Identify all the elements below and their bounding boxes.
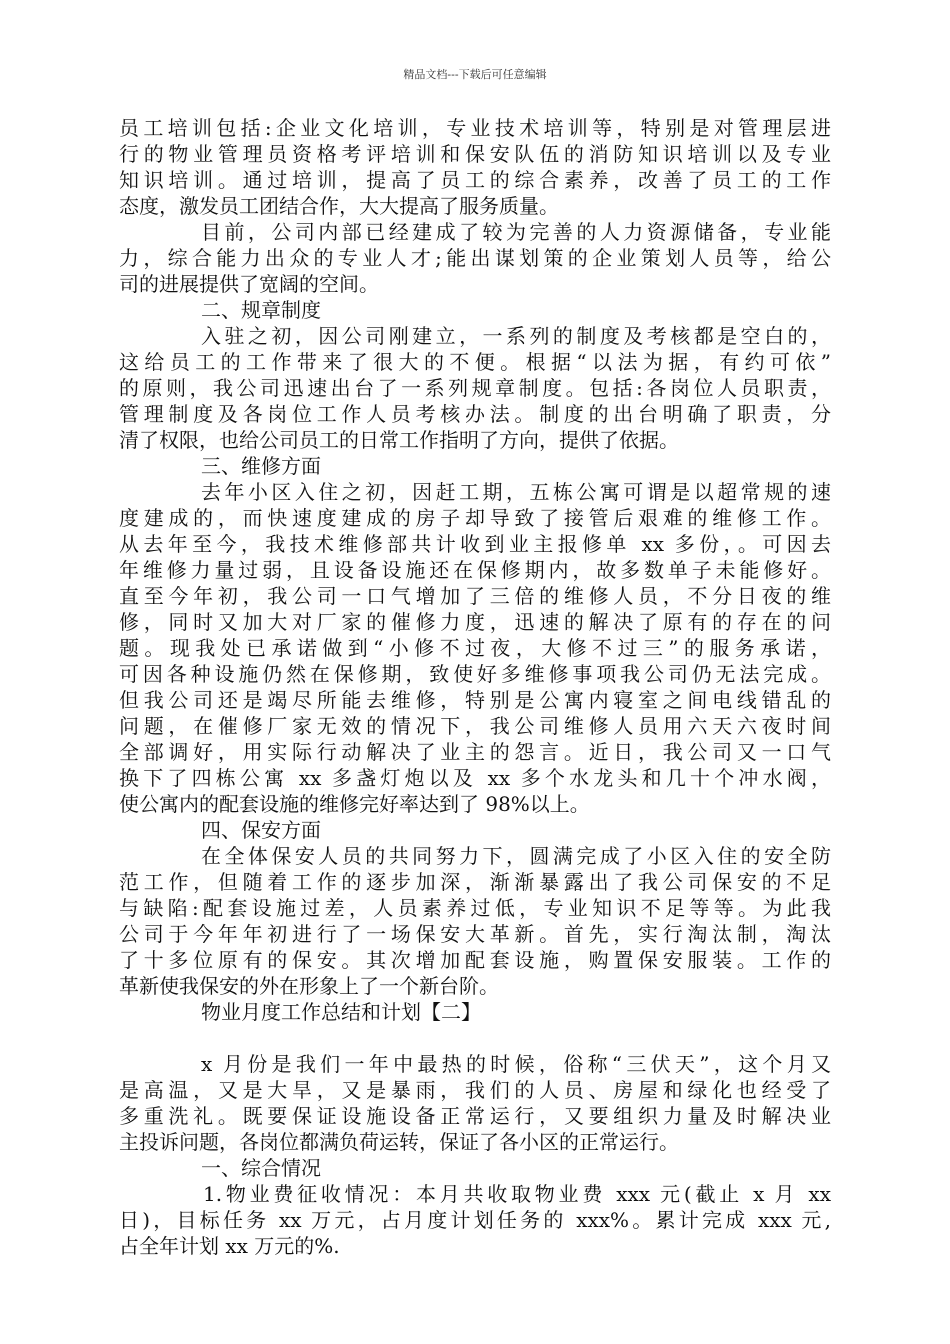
text-line: 直至今年初，我公司一口气增加了三倍的维修人员，不分日夜的维 (119, 584, 831, 608)
text-line: 换下了四栋公寓 xx 多盏灯炮以及 xx 多个水龙头和几十个冲水阀， (119, 766, 831, 790)
text-line: 这给员工的工作带来了很大的不便。根据“以法为据，有约可依” (119, 350, 831, 374)
text-line: 与缺陷:配套设施过差，人员素养过低，专业知识不足等等。为此我 (119, 896, 831, 920)
text-line: 修，同时又加大对厂家的催修力度，迅速的解决了原有的存在的问 (119, 610, 831, 634)
text-line: 题。现我处已承诺做到“小修不过夜，大修不过三”的服务承诺， (119, 636, 831, 660)
text-line: 司的进展提供了宽阔的空间。 (119, 272, 379, 296)
text-line: 范工作，但随着工作的逐步加深，渐渐暴露出了我公司保安的不足 (119, 870, 831, 894)
section-heading: 一、综合情况 (201, 1156, 321, 1180)
text-line: 目前，公司内部已经建成了较为完善的人力资源储备，专业能 (201, 220, 831, 244)
text-line: 知识培训。通过培训，提高了员工的综合素养，改善了员工的工作 (119, 168, 831, 192)
text-line: 使公寓内的配套设施的维修完好率达到了 98%以上。 (119, 792, 590, 816)
text-line: 年维修力量过弱，且设备设施还在保修期内，故多数单子未能修好。 (119, 558, 831, 582)
blank-line (119, 1025, 831, 1051)
text-line: 可因各种设施仍然在保修期，致使好多维修事项我公司仍无法完成。 (119, 662, 831, 686)
section-title: 物业月度工作总结和计划【二】 (201, 1000, 481, 1024)
section-heading: 四、保安方面 (201, 818, 321, 842)
text-line: 清了权限，也给公司员工的日常工作指明了方向，提供了依据。 (119, 428, 679, 452)
text-line: 管理制度及各岗位工作人员考核办法。制度的出台明确了职责，分 (119, 402, 831, 426)
text-line: 去年小区入住之初，因赶工期，五栋公寓可谓是以超常规的速 (201, 480, 831, 504)
text-line: 日)，目标任务 xx 万元，占月度计划任务的 xxx%。累计完成 xxx 元, (119, 1208, 831, 1232)
text-line: 是高温，又是大旱，又是暴雨，我们的人员、房屋和绿化也经受了 (119, 1078, 831, 1102)
text-line: 入驻之初，因公司刚建立，一系列的制度及考核都是空白的， (201, 324, 831, 348)
text-line: 度建成的，而快速度建成的房子却导致了接管后艰难的维修工作。 (119, 506, 831, 530)
section-heading: 三、维修方面 (201, 454, 321, 478)
page-header: 精品文档---下载后可任意编辑 (403, 68, 547, 81)
text-line: 主投诉问题，各岗位都满负荷运转，保证了各小区的正常运行。 (119, 1130, 679, 1154)
text-line: 占全年计划 xx 万元的%. (119, 1234, 340, 1258)
text-line: 力，综合能力出众的专业人才;能出谋划策的企业策划人员等，给公 (119, 246, 831, 270)
text-line: 了十多位原有的保安。其次增加配套设施，购置保安服装。工作的 (119, 948, 831, 972)
text-line: 1.物业费征收情况：本月共收取物业费 xxx 元(截止 x 月 xx (203, 1182, 831, 1206)
text-line: 革新使我保安的外在形象上了一个新台阶。 (119, 974, 499, 998)
text-line: 从去年至今，我技术维修部共计收到业主报修单 xx 多份，。可因去 (119, 532, 831, 556)
text-line: 全部调好，用实际行动解决了业主的怨言。近日，我公司又一口气 (119, 740, 831, 764)
section-heading: 二、规章制度 (201, 298, 321, 322)
text-line: 但我公司还是竭尽所能去维修，特别是公寓内寝室之间电线错乱的 (119, 688, 831, 712)
document-body (119, 115, 831, 1259)
text-line: x 月份是我们一年中最热的时候，俗称“三伏天”，这个月又 (201, 1052, 831, 1076)
text-line: 公司于今年年初进行了一场保安大革新。首先，实行淘汰制，淘汰 (119, 922, 831, 946)
text-line: 态度，激发员工团结合作，大大提高了服务质量。 (119, 194, 559, 218)
text-line: 问题，在催修厂家无效的情况下，我公司维修人员用六天六夜时间 (119, 714, 831, 738)
text-line: 员工培训包括:企业文化培训，专业技术培训等，特别是对管理层进 (119, 116, 831, 140)
text-line: 多重洗礼。既要保证设施设备正常运行，又要组织力量及时解决业 (119, 1104, 831, 1128)
text-line: 的原则，我公司迅速出台了一系列规章制度。包括:各岗位人员职责， (119, 376, 831, 400)
text-line: 在全体保安人员的共同努力下，圆满完成了小区入住的安全防 (201, 844, 831, 868)
text-line: 行的物业管理员资格考评培训和保安队伍的消防知识培训以及专业 (119, 142, 831, 166)
